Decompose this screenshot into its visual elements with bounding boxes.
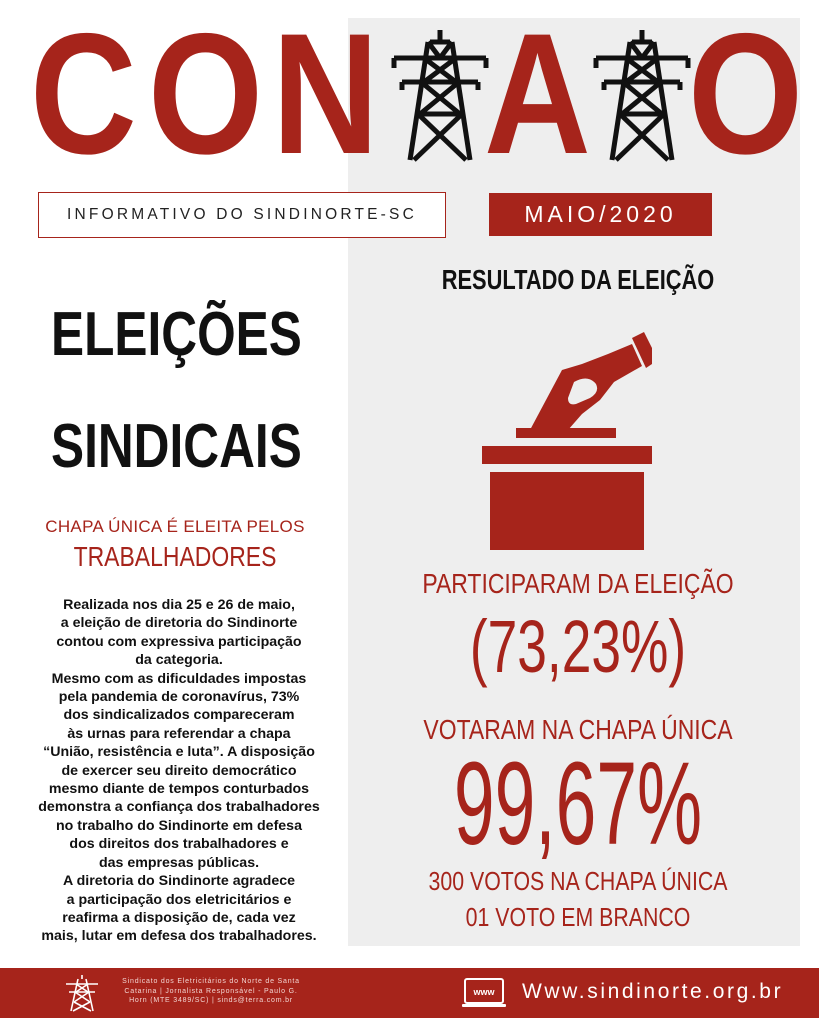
issue-date: MAIO/2020 <box>489 193 712 236</box>
credits-line: Catarina | Jornalista Responsável - Paulo G. <box>124 987 298 995</box>
masthead <box>0 0 819 190</box>
body-line: de exercer seu direito democrático <box>61 762 297 779</box>
masthead-letter-n: N <box>272 0 379 190</box>
footer-bar <box>0 968 819 1018</box>
body-line: às urnas para referendar a chapa <box>67 725 291 742</box>
participation-value: (73,23%) <box>469 605 687 688</box>
headline-line-1: ELEIÇÕES <box>51 300 302 369</box>
transmission-tower-icon <box>590 28 694 162</box>
masthead-letter-a: A <box>484 0 591 190</box>
footer-credits <box>106 977 316 1006</box>
website-link[interactable]: Www.sindinorte.org.br <box>522 980 784 1003</box>
body-line: reafirma a disposição de, cada vez <box>62 909 296 926</box>
body-line: demonstra a confiança dos trabalhadores <box>38 799 320 816</box>
credits-line: Sindicato dos Eletricitários do Norte de Santa <box>122 978 300 985</box>
blank-votes: 01 VOTO EM BRANCO <box>465 902 691 932</box>
body-line: Mesmo com as dificuldades impostas <box>51 670 307 687</box>
body-line: a eleição de diretoria do Sindinorte <box>60 615 298 632</box>
masthead-letter-o-end: O <box>688 0 804 190</box>
body-line: mesmo diante de tempos conturbados <box>48 781 310 798</box>
www-label: www <box>473 987 495 997</box>
body-line: das empresas públicas. <box>98 854 260 871</box>
body-line: no trabalho do Sindinorte em defesa <box>56 817 302 834</box>
body-line: A diretoria do Sindinorte agradece <box>62 873 296 890</box>
masthead-letter-o: O <box>148 0 264 190</box>
body-line: a participação dos eletricitários e <box>66 891 292 908</box>
article-body <box>18 596 340 946</box>
body-line: da categoria. <box>135 652 223 669</box>
headline-line-2: SINDICAIS <box>51 412 302 481</box>
votes-percentage: 99,67% <box>453 738 703 870</box>
newsletter-tagline: INFORMATIVO DO SINDINORTE-SC <box>38 192 446 238</box>
credits-line: Horn (MTE 3489/SC) | sinds@terra.com.br <box>129 997 293 1004</box>
subheadline-line-1: CHAPA ÚNICA É ELEITA PELOS <box>45 517 305 536</box>
transmission-tower-icon <box>64 974 100 1012</box>
body-line: Realizada nos dia 25 e 26 de maio, <box>63 597 295 613</box>
transmission-tower-icon <box>388 28 492 162</box>
ballot-box-icon <box>482 330 652 550</box>
www-monitor-icon <box>462 977 506 1009</box>
votes-count: 300 VOTOS NA CHAPA ÚNICA <box>428 866 728 896</box>
masthead-letter-c: C <box>30 0 137 190</box>
body-line: dos sindicalizados compareceram <box>63 707 295 724</box>
subheadline-line-2: TRABALHADORES <box>73 541 277 572</box>
participation-label: PARTICIPARAM DA ELEIÇÃO <box>422 568 734 599</box>
body-line: “União, resistência e luta”. A disposição <box>43 744 315 761</box>
results-title: RESULTADO DA ELEIÇÃO <box>441 264 715 295</box>
votes-label: VOTARAM NA CHAPA ÚNICA <box>423 714 733 745</box>
body-line: contou com expressiva participação <box>56 633 302 650</box>
body-line: mais, lutar em defesa dos trabalhadores. <box>41 928 317 945</box>
body-line: pela pandemia de coronavírus, 73% <box>58 689 300 706</box>
body-line: dos direitos dos trabalhadores e <box>69 836 289 853</box>
